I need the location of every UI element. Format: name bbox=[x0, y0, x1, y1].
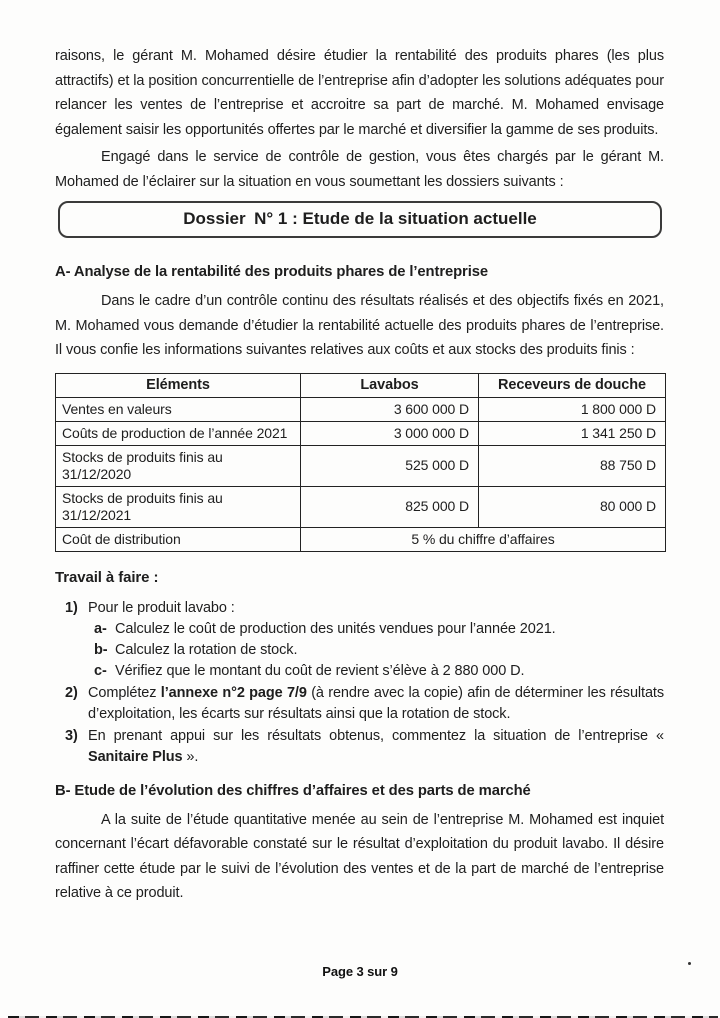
task-3-post: ». bbox=[182, 748, 199, 765]
section-b-paragraph: A la suite de l’étude quantitative menée au sein de l’entreprise M. Mohamed est inquiet concernant l’écart défavorable constaté sur le résultat d’exploitation du produit lavabo. Il désire raffiner cette étude par le suivi de l’évolution des ventes et de la part de marché de l’entreprise relative à ce produit. bbox=[55, 811, 664, 901]
value-receveurs: 1 800 000 D bbox=[479, 397, 666, 421]
task-text bbox=[88, 683, 664, 725]
task-text: Pour le produit lavabo : bbox=[88, 599, 235, 616]
table-row-distribution bbox=[56, 527, 666, 551]
task-2-post: (à rendre avec la copie) afin de déterminer les résultats d’exploitation, les écarts sur résultats ainsi que la rotation de stock. bbox=[88, 684, 665, 722]
task-item-3 bbox=[65, 726, 664, 768]
section-a-paragraph: Dans le cadre d’un contrôle continu des résultats réalisés et des objectifs fixés en 2021, M. Mohamed vous demande d’étudier la rentabilité actuelle des produits phares de l’entreprise. Il vous confie les informations suivantes relatives aux coûts et aux stocks des produits finis : bbox=[55, 293, 664, 358]
dossier-title: Dossier N° 1 : Etude de la situation actuelle bbox=[183, 209, 537, 228]
task-number: 3) bbox=[65, 727, 78, 744]
task-2-bold-annexe: l’annexe n°2 page 7/9 bbox=[160, 684, 307, 701]
value-lavabos: 825 000 D bbox=[301, 486, 479, 527]
value-receveurs: 88 750 D bbox=[479, 445, 666, 486]
task-1-sub-list bbox=[94, 619, 664, 682]
table-header-row bbox=[56, 373, 666, 397]
sub-text: Calculez la rotation de stock. bbox=[115, 641, 298, 658]
task-3-bold-company: Sanitaire Plus bbox=[88, 748, 183, 765]
sub-text: Calculez le coût de production des unités vendues pour l’année 2021. bbox=[115, 620, 556, 637]
sub-letter: b- bbox=[94, 641, 108, 658]
task-2-pre: Complétez bbox=[88, 684, 161, 701]
table-row-couts-production bbox=[56, 421, 666, 445]
task-3-pre: En prenant appui sur les résultats obtenus, commentez la situation de l’entreprise « bbox=[88, 727, 664, 744]
distribution-value: 5 % du chiffre d’affaires bbox=[301, 527, 666, 551]
section-b-heading: B- Etude de l’évolution des chiffres d’affaires et des parts de marché bbox=[55, 782, 531, 799]
value-receveurs: 80 000 D bbox=[479, 486, 666, 527]
cost-stock-table bbox=[55, 373, 666, 552]
header-cell-receveurs: Receveurs de douche bbox=[479, 373, 666, 397]
travail-heading: Travail à faire : bbox=[55, 568, 159, 586]
row-label: Ventes en valeurs bbox=[56, 397, 301, 421]
task-number: 1) bbox=[65, 599, 78, 616]
sub-item-a bbox=[94, 619, 664, 640]
value-lavabos: 525 000 D bbox=[301, 445, 479, 486]
task-number: 2) bbox=[65, 684, 78, 701]
value-lavabos: 3 600 000 D bbox=[301, 397, 479, 421]
assignment-paragraph: Engagé dans le service de contrôle de gestion, vous êtes chargés par le gérant M. Mohamed de l’éclairer sur la situation en vous soumettant les dossiers suivants : bbox=[55, 149, 664, 190]
table-row-stocks-2021 bbox=[56, 486, 666, 527]
task-item-2 bbox=[65, 683, 664, 725]
value-lavabos: 3 000 000 D bbox=[301, 421, 479, 445]
sub-item-b bbox=[94, 640, 664, 661]
row-label: Stocks de produits finis au 31/12/2020 bbox=[56, 445, 301, 486]
sub-item-c bbox=[94, 661, 664, 682]
row-label: Coûts de production de l’année 2021 bbox=[56, 421, 301, 445]
header-cell-lavabos: Lavabos bbox=[301, 373, 479, 397]
sub-text: Vérifiez que le montant du coût de revient s’élève à 2 880 000 D. bbox=[115, 662, 525, 679]
row-label: Coût de distribution bbox=[56, 527, 301, 551]
scan-artifact-dot bbox=[688, 962, 691, 965]
task-text bbox=[88, 726, 664, 768]
table-row-stocks-2020 bbox=[56, 445, 666, 486]
sub-letter: a- bbox=[94, 620, 107, 637]
sub-letter: c- bbox=[94, 662, 107, 679]
value-receveurs: 1 341 250 D bbox=[479, 421, 666, 445]
row-label: Stocks de produits finis au 31/12/2021 bbox=[56, 486, 301, 527]
table-row-ventes bbox=[56, 397, 666, 421]
intro-paragraph: raisons, le gérant M. Mohamed désire étudier la rentabilité des produits phares (les plus attractifs) et la position concurrentielle de l’entreprise afin d’adopter les solutions adéquates pour relancer les ventes de l’entreprise et accroitre sa part de marché. M. Mohamed envisage également saisir les opportunités offertes par le marché et diversifier la gamme de ses produits. bbox=[55, 48, 664, 138]
task-list bbox=[65, 598, 664, 768]
header-cell-elements: Eléments bbox=[56, 373, 301, 397]
section-a-heading: A- Analyse de la rentabilité des produits phares de l’entreprise bbox=[55, 264, 488, 280]
dossier-title-box bbox=[58, 201, 662, 238]
task-item-1 bbox=[65, 598, 664, 619]
page-footer: Page 3 sur 9 bbox=[322, 964, 398, 979]
